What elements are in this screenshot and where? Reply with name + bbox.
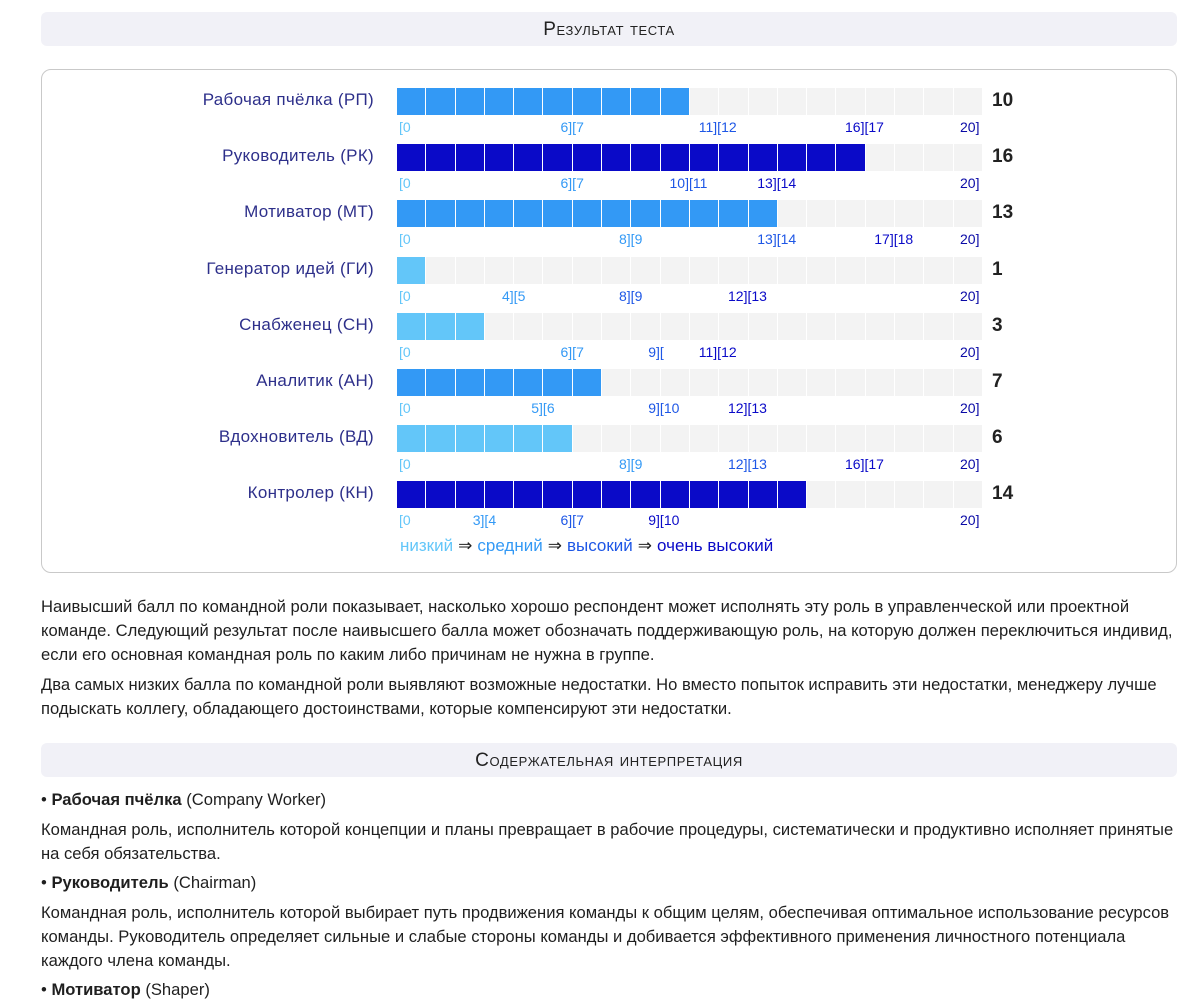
bar-track <box>397 144 982 171</box>
bar-segment-empty <box>954 200 982 227</box>
bar-segment-empty <box>895 200 923 227</box>
chart-row <box>42 70 1176 135</box>
range-tick: 6][7 <box>560 512 584 529</box>
bar-segment-empty <box>807 369 835 396</box>
bar-segment-empty <box>895 369 923 396</box>
range-end: 20] <box>960 512 980 529</box>
range-tick: 10][11 <box>669 175 708 192</box>
bar-segment-filled <box>456 369 484 396</box>
bar-segment-empty <box>866 425 894 452</box>
bar-segment-empty <box>836 369 864 396</box>
range-end: 20] <box>960 456 980 473</box>
bar-segment-empty <box>954 481 982 508</box>
bar-segment-filled <box>397 200 425 227</box>
bar-track <box>397 369 982 396</box>
row-label: Аналитик (АН) <box>256 371 374 390</box>
bar-segment-empty <box>924 481 952 508</box>
bar-segment-filled <box>514 88 542 115</box>
bar-segment-filled <box>397 257 425 284</box>
legend-item: средний <box>477 536 543 555</box>
range-end: 20] <box>960 343 980 360</box>
bar-segment-filled <box>543 88 571 115</box>
bar-segment-empty <box>778 313 806 340</box>
range-tick: [0 <box>399 512 411 529</box>
row-label: Снабженец (СН) <box>239 314 374 334</box>
role-english-name: (Company Worker) <box>186 790 327 809</box>
range-tick: [0 <box>399 287 411 304</box>
row-label: Мотиватор (МТ) <box>244 202 374 222</box>
range-tick: 11][12 <box>698 343 737 360</box>
bar-segment-filled <box>631 481 659 508</box>
bar-segment-empty <box>719 369 747 396</box>
row-label: Руководитель (РК) <box>222 146 374 166</box>
legend-item: очень высокий <box>657 536 774 555</box>
bar-segment-empty <box>573 425 601 452</box>
range-tick: 6][7 <box>560 343 584 360</box>
bar-track <box>397 425 982 452</box>
range-tick: 11][12 <box>698 119 737 135</box>
range-end: 20] <box>960 400 980 416</box>
bar-segment-empty <box>543 313 571 340</box>
bar-segment-filled <box>514 481 542 508</box>
role-description-company-worker: Командная роль, исполнитель которой концепции и планы превращает в рабочие процедуры, систематически и продуктивно исполняет принятые на себя обязательства. <box>41 820 1174 863</box>
bar-segment-empty <box>778 88 806 115</box>
bar-segment-filled <box>426 144 454 171</box>
score-value: 1 <box>992 258 1003 280</box>
bar-segment-filled <box>485 425 513 452</box>
bar-segment-filled <box>573 481 601 508</box>
legend-item: низкий <box>400 536 454 555</box>
bar-segment-filled <box>749 200 777 227</box>
score-value: 10 <box>992 90 1014 111</box>
bar-segment-filled <box>661 88 689 115</box>
legend-item: высокий <box>566 536 633 555</box>
bar-segment-filled <box>661 481 689 508</box>
range-tick: [0 <box>399 231 411 248</box>
bar-segment-empty <box>456 257 484 284</box>
role-name: Рабочая пчёлка <box>51 790 182 809</box>
bar-segment-filled <box>573 200 601 227</box>
bar-segment-filled <box>661 200 689 227</box>
bar-segment-filled <box>397 425 425 452</box>
bar-segment-empty <box>807 425 835 452</box>
range-end: 20] <box>960 119 980 135</box>
range-tick: 8][9 <box>619 287 643 304</box>
score-value: 6 <box>992 427 1003 449</box>
bar-segment-empty <box>895 425 923 452</box>
chart-row <box>42 407 1176 473</box>
score-chart <box>41 69 1177 573</box>
range-tick: [0 <box>399 343 411 360</box>
chart-row <box>42 126 1176 192</box>
bar-segment-empty <box>690 257 718 284</box>
bar-segment-filled <box>690 481 718 508</box>
bar-segment-empty <box>690 425 718 452</box>
bar-segment-empty <box>690 313 718 340</box>
bar-segment-empty <box>866 481 894 508</box>
bar-segment-empty <box>749 369 777 396</box>
role-name: Мотиватор <box>51 980 141 999</box>
bar-segment-filled <box>602 481 630 508</box>
range-tick: 9][10 <box>648 400 680 416</box>
bar-segment-empty <box>631 425 659 452</box>
bar-segment-empty <box>924 313 952 340</box>
arrow-icon: ⇒ <box>458 536 473 555</box>
bar-segment-empty <box>954 369 982 396</box>
bar-segment-empty <box>485 313 513 340</box>
bar-segment-filled <box>426 425 454 452</box>
bar-segment-filled <box>602 200 630 227</box>
bar-segment-filled <box>543 200 571 227</box>
bar-segment-empty <box>866 257 894 284</box>
bar-segment-filled <box>631 200 659 227</box>
bar-segment-empty <box>954 257 982 284</box>
bar-segment-filled <box>749 481 777 508</box>
bar-segment-empty <box>778 257 806 284</box>
bar-segment-filled <box>749 144 777 171</box>
role-title-company-worker <box>41 790 326 810</box>
bar-segment-empty <box>719 257 747 284</box>
bar-segment-empty <box>749 425 777 452</box>
bar-segment-filled <box>426 481 454 508</box>
arrow-icon: ⇒ <box>547 536 562 555</box>
bar-segment-filled <box>573 369 601 396</box>
bar-segment-empty <box>924 144 952 171</box>
bar-segment-empty <box>514 257 542 284</box>
bar-segment-filled <box>719 481 747 508</box>
bar-segment-empty <box>836 88 864 115</box>
bar-segment-empty <box>836 200 864 227</box>
range-tick: 12][13 <box>728 287 767 304</box>
bar-segment-filled <box>485 369 513 396</box>
bar-segment-empty <box>836 481 864 508</box>
bar-segment-filled <box>543 369 571 396</box>
bar-segment-filled <box>631 144 659 171</box>
range-tick: 12][13 <box>728 400 767 416</box>
bar-segment-empty <box>866 88 894 115</box>
chart-row <box>42 351 1176 416</box>
bar-segment-filled <box>719 200 747 227</box>
bar-segment-empty <box>895 144 923 171</box>
bar-segment-filled <box>456 425 484 452</box>
range-tick: 16][17 <box>845 119 884 135</box>
range-end: 20] <box>960 175 980 192</box>
bar-segment-empty <box>602 313 630 340</box>
bar-segment-empty <box>866 200 894 227</box>
range-tick: 8][9 <box>619 231 643 248</box>
bar-segment-empty <box>954 144 982 171</box>
interpretation-section-header: Содержательная интерпретация <box>41 743 1177 777</box>
row-label: Вдохновитель (ВД) <box>218 427 374 447</box>
bar-segment-filled <box>602 88 630 115</box>
bar-segment-filled <box>397 481 425 508</box>
bar-segment-filled <box>602 144 630 171</box>
chart-row <box>42 182 1176 248</box>
bar-segment-filled <box>485 144 513 171</box>
score-value: 14 <box>992 483 1014 505</box>
bar-segment-empty <box>924 257 952 284</box>
bar-segment-empty <box>836 257 864 284</box>
bar-segment-empty <box>631 369 659 396</box>
score-value: 16 <box>992 146 1014 168</box>
bar-segment-empty <box>807 257 835 284</box>
bar-segment-filled <box>426 200 454 227</box>
bar-segment-filled <box>661 144 689 171</box>
bar-segment-filled <box>690 144 718 171</box>
bar-segment-empty <box>661 425 689 452</box>
row-label: Генератор идей (ГИ) <box>206 258 374 278</box>
bar-segment-empty <box>749 257 777 284</box>
bar-segment-empty <box>661 257 689 284</box>
bar-segment-empty <box>690 369 718 396</box>
bar-segment-empty <box>661 313 689 340</box>
bar-segment-empty <box>954 88 982 115</box>
legend <box>400 536 773 556</box>
bar-segment-empty <box>866 369 894 396</box>
bar-segment-empty <box>778 369 806 396</box>
bar-segment-filled <box>807 144 835 171</box>
bar-segment-empty <box>661 369 689 396</box>
bar-segment-empty <box>924 425 952 452</box>
role-title-shaper <box>41 980 210 1000</box>
bar-segment-empty <box>778 200 806 227</box>
range-end: 20] <box>960 231 980 248</box>
bar-segment-empty <box>895 313 923 340</box>
bar-segment-filled <box>514 200 542 227</box>
intro-paragraph-2: Два самых низких балла по командной роли выявляют возможные недостатки. Но вместо попыток исправить эти недостатки, менеджеру лучше подыскать коллегу, обладающего достоинствами, которые компенсируют эти недостатки. <box>41 675 1157 718</box>
bullet: • <box>41 873 47 892</box>
bar-segment-empty <box>602 257 630 284</box>
bar-segment-filled <box>426 313 454 340</box>
bar-segment-filled <box>397 313 425 340</box>
bar-segment-empty <box>866 144 894 171</box>
bar-segment-empty <box>807 481 835 508</box>
range-tick: 8][9 <box>619 456 643 473</box>
bar-segment-empty <box>895 481 923 508</box>
bar-track <box>397 88 982 115</box>
score-value: 3 <box>992 314 1003 336</box>
bullet: • <box>41 790 47 809</box>
chart-row <box>42 295 1176 360</box>
intro-paragraph-1: Наивысший балл по командной роли показывает, насколько хорошо респондент может исполнять эту роль в управленческой или проектной команде. Следующий результат после наивысшего балла может обозначать поддерживающую роль, на которую должен переключиться индивид, если его основная командная роль по каким либо причинам не нужна в группе. <box>41 597 1173 664</box>
bar-segment-filled <box>485 88 513 115</box>
bar-segment-empty <box>924 200 952 227</box>
bar-segment-filled <box>690 200 718 227</box>
row-label: Контролер (КН) <box>247 483 374 503</box>
role-title-chairman <box>41 873 256 893</box>
bar-segment-empty <box>543 257 571 284</box>
bar-segment-filled <box>456 313 484 340</box>
range-tick: 17][18 <box>874 231 914 248</box>
bar-segment-empty <box>866 313 894 340</box>
bar-segment-filled <box>456 481 484 508</box>
range-tick: 6][7 <box>560 175 584 192</box>
result-section-header: Результат теста <box>41 12 1177 46</box>
bar-segment-filled <box>631 88 659 115</box>
bar-segment-filled <box>426 88 454 115</box>
bar-segment-empty <box>807 200 835 227</box>
bar-segment-filled <box>426 369 454 396</box>
range-tick: 9][ <box>648 343 664 360</box>
bar-segment-filled <box>485 200 513 227</box>
score-value: 13 <box>992 202 1014 224</box>
bar-segment-empty <box>573 313 601 340</box>
bar-segment-empty <box>631 257 659 284</box>
bar-segment-empty <box>602 369 630 396</box>
range-end: 20] <box>960 287 980 304</box>
range-tick: [0 <box>399 119 411 135</box>
range-tick: 13][14 <box>757 231 797 248</box>
bar-segment-empty <box>807 313 835 340</box>
bar-segment-empty <box>573 257 601 284</box>
bar-track <box>397 313 982 340</box>
range-tick: 4][5 <box>502 287 526 304</box>
bullet: • <box>41 980 47 999</box>
bar-segment-filled <box>573 144 601 171</box>
bar-segment-empty <box>631 313 659 340</box>
range-tick: [0 <box>399 175 411 192</box>
bar-track <box>397 257 982 284</box>
role-description-chairman: Командная роль, исполнитель которой выбирает путь продвижения команды к общим целям, обеспечивая оптимальное использование ресурсов команды. Руководитель определяет сильные и слабые стороны команды и добивается эффективного применения личностного потенциала каждого члена команды. <box>41 903 1170 970</box>
role-name: Руководитель <box>51 873 169 892</box>
bar-segment-filled <box>573 88 601 115</box>
bar-segment-filled <box>543 144 571 171</box>
range-tick: 12][13 <box>728 456 767 473</box>
bar-segment-empty <box>426 257 454 284</box>
bar-segment-empty <box>954 425 982 452</box>
bar-segment-empty <box>924 88 952 115</box>
bar-segment-filled <box>485 481 513 508</box>
bar-segment-empty <box>485 257 513 284</box>
bar-track <box>397 481 982 508</box>
bar-segment-empty <box>749 313 777 340</box>
bar-segment-empty <box>954 313 982 340</box>
bar-track <box>397 200 982 227</box>
bar-segment-filled <box>456 144 484 171</box>
range-tick: [0 <box>399 400 411 416</box>
range-tick: 5][6 <box>531 400 555 416</box>
score-value: 7 <box>992 371 1003 392</box>
bar-segment-filled <box>543 481 571 508</box>
range-tick: 13][14 <box>757 175 797 192</box>
bar-segment-filled <box>397 369 425 396</box>
bar-segment-filled <box>719 144 747 171</box>
bar-segment-filled <box>778 144 806 171</box>
bar-segment-filled <box>456 88 484 115</box>
range-tick: 9][10 <box>648 512 680 529</box>
bar-segment-filled <box>397 144 425 171</box>
bar-segment-empty <box>719 425 747 452</box>
range-tick: 3][4 <box>472 512 497 529</box>
bar-segment-empty <box>836 425 864 452</box>
bar-segment-empty <box>807 88 835 115</box>
role-english-name: (Chairman) <box>173 873 257 892</box>
chart-row <box>42 239 1176 304</box>
bar-segment-filled <box>514 144 542 171</box>
bar-segment-empty <box>749 88 777 115</box>
role-english-name: (Shaper) <box>145 980 210 999</box>
bar-segment-empty <box>719 88 747 115</box>
chart-row <box>42 463 1176 529</box>
bar-segment-empty <box>690 88 718 115</box>
bar-segment-empty <box>895 88 923 115</box>
arrow-icon: ⇒ <box>637 536 653 555</box>
bar-segment-empty <box>836 313 864 340</box>
bar-segment-filled <box>514 425 542 452</box>
bar-segment-filled <box>543 425 571 452</box>
bar-segment-empty <box>895 257 923 284</box>
bar-segment-filled <box>836 144 864 171</box>
range-tick: 6][7 <box>560 119 584 135</box>
bar-segment-empty <box>778 425 806 452</box>
row-label: Рабочая пчёлка (РП) <box>202 90 374 109</box>
bar-segment-empty <box>719 313 747 340</box>
range-tick: 16][17 <box>845 456 884 473</box>
bar-segment-filled <box>778 481 806 508</box>
range-tick: [0 <box>399 456 411 473</box>
bar-segment-empty <box>924 369 952 396</box>
bar-segment-empty <box>514 313 542 340</box>
bar-segment-filled <box>456 200 484 227</box>
bar-segment-filled <box>397 88 425 115</box>
bar-segment-empty <box>602 425 630 452</box>
bar-segment-filled <box>514 369 542 396</box>
